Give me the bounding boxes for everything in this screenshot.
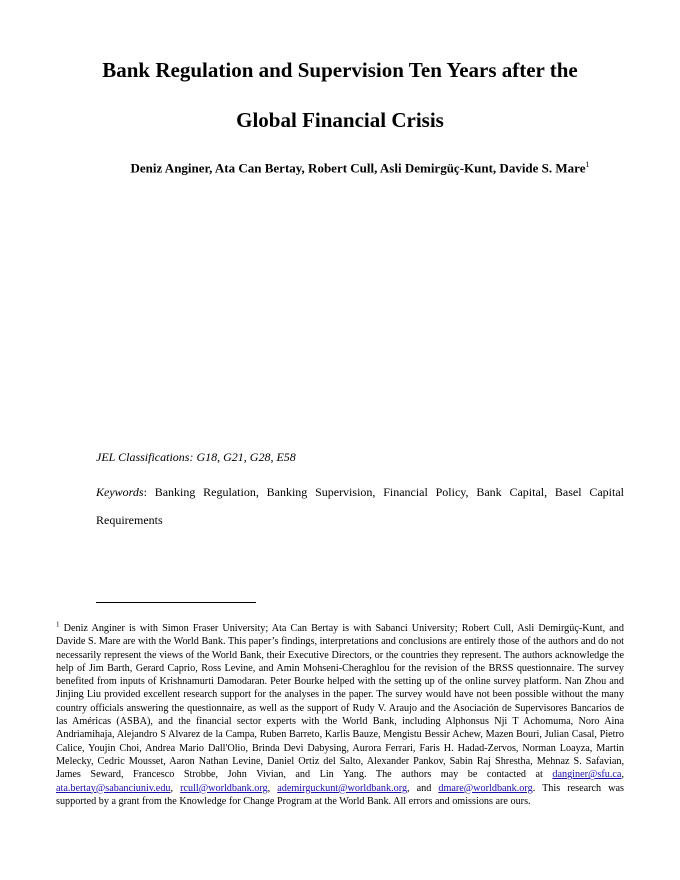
footnote-text-before: Deniz Anginer is with Simon Fraser University; Ata Can Bertay is with Sabanci University; Robert Cull, Asli Demirgüç-Kunt, and Davide S. Mare are with the World Bank. This paper’s findings, interpretations and conclusions are entirely those of the authors and do not necessarily represent the views of the World Bank, their Executive Directors, or the countries they represent. The authors acknowledge the help of Jim Barth, Gerard Caprio, Ross Levine, and Amin Mohseni-Cheraghlou for the revision of the BRSS questionnaire. The survey benefited from inputs of Krishnamurti Damodaran. Peter Bourke helped with the setting up of the online survey platform. Nan Zhou and Jinjing Liu provided excellent research support for the analyses in the paper. The survey would have not been possible without the many country officials answering the questionnaire, as well as the support of Rudy V. Araujo and the Asociación de Supervisores Bancarios de las Américas (ASBA), and the financial sector experts with the World Bank, including Alphonsus Nji T Achomuma, Noro Aina Andriamihaja, Alejandro S Alvarez de la Campa, Ruben Barreto, Karlis Bauze, Mengistu Bessir Achew, Mazen Bouri, Julian Casal, Pietro Calice, Youjin Choi, Andrea Mario Dall'Olio, Brinda Devi Dabysing, Aurora Ferrari, Faris H. Hadad-Zervos, Norman Loayza, Martin Melecky, Cedric Mousset, Aaron Nathan Levine, Daniel Ortiz del Salto, Alexander Pankov, Sabin Raj Shrestha, Mehnaz S. Safavian, James Seward, Francesco Strobbe, John Vivian, and Lin Yang. The authors may be contacted at [56,623,624,781]
footnote-separator: , and [407,782,439,794]
email-link-bertay[interactable]: ata.bertay@sabanciuniv.edu [56,782,171,794]
footnote-text-after: . This research was supported by a grant from the Knowledge for Change Program at the World Bank. All errors and omissions are ours. [56,782,624,807]
keywords-label: Keywords [96,485,144,499]
jel-classifications: JEL Classifications: G18, G21, G28, E58 [96,450,296,464]
email-link-anginer[interactable]: danginer@sfu.ca [552,769,622,781]
paper-title-line-2: Global Financial Crisis [236,108,444,132]
footnote-separator: , [621,769,624,781]
footnote-separator: , [170,782,181,794]
keywords [96,478,624,534]
footnote-separator: , [267,782,278,794]
author-list [60,157,660,176]
footnote-marker: 1 [56,620,60,629]
email-link-mare[interactable]: dmare@worldbank.org [438,782,533,794]
email-link-demirguc-kunt[interactable]: ademirguckunt@worldbank.org [277,782,408,794]
author-footnote-marker: 1 [585,160,590,169]
author-names: Deniz Anginer, Ata Can Bertay, Robert Cull, Asli Demirgüç-Kunt, Davide S. Mare [130,160,586,176]
keywords-separator: : [143,485,155,499]
footnote [56,622,624,808]
paper-title-line-1: Bank Regulation and Supervision Ten Years after the [102,58,578,82]
footnote-divider [96,602,256,603]
email-link-cull[interactable]: rcull@worldbank.org [180,782,268,794]
keywords-text: Banking Regulation, Banking Supervision, Financial Policy, Bank Capital, Basel Capital Requirements [96,485,625,527]
